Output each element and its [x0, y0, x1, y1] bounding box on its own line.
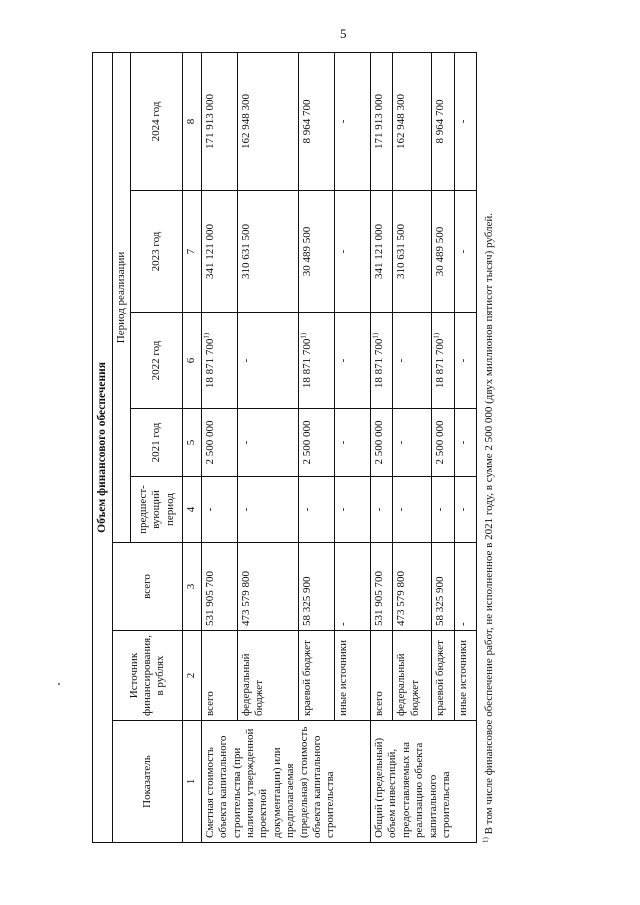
y2023-cell: -	[454, 191, 476, 313]
y2024-cell: 162 948 300	[393, 52, 432, 190]
footnote	[482, 53, 496, 843]
footnote-ref: 1)	[371, 332, 380, 339]
y2022-value: -	[395, 358, 408, 363]
column-number: 2	[183, 631, 201, 721]
financing-table	[92, 52, 477, 843]
total-cell: -	[335, 543, 371, 631]
column-number: 1	[183, 721, 201, 843]
y2024-cell: 171 913 000	[201, 52, 237, 190]
y2022-value: 18 871 700	[301, 338, 314, 389]
source-cell: краевой бюджет	[432, 631, 454, 721]
y2022-cell	[371, 313, 393, 409]
y2022-cell	[454, 313, 476, 409]
y2024-cell: 162 948 300	[237, 52, 299, 190]
column-number: 6	[183, 313, 201, 409]
y2022-value: 18 871 700	[203, 338, 216, 389]
y2021-cell: 2 500 000	[371, 409, 393, 477]
column-number: 3	[183, 543, 201, 631]
y2022-cell	[432, 313, 454, 409]
total-cell: -	[454, 543, 476, 631]
y2021-cell: -	[335, 409, 371, 477]
previous-cell: -	[201, 477, 237, 543]
source-cell: иные источники	[454, 631, 476, 721]
y2022-value: 18 871 700	[434, 338, 447, 389]
y2024-cell: -	[454, 52, 476, 190]
y2022-cell	[299, 313, 335, 409]
y2021-cell: -	[454, 409, 476, 477]
total-cell: 473 579 800	[393, 543, 432, 631]
source-cell: всего	[371, 631, 393, 721]
footnote-marker: 1)	[481, 837, 490, 843]
previous-cell: -	[454, 477, 476, 543]
rotated-table-area	[92, 53, 517, 843]
scan-dot	[58, 683, 60, 685]
y2023-cell: 341 121 000	[371, 191, 393, 313]
y2023-cell: 30 489 500	[432, 191, 454, 313]
y2023-cell: -	[335, 191, 371, 313]
header-2023: 2023 год	[131, 191, 183, 313]
y2023-cell: 341 121 000	[201, 191, 237, 313]
y2022-cell	[237, 313, 299, 409]
page-number: 5	[340, 26, 347, 41]
y2024-cell: 8 964 700	[299, 52, 335, 190]
column-number: 7	[183, 191, 201, 313]
column-number: 8	[183, 52, 201, 190]
indicator-estimated-cost: Сметная стоимость объекта капитального строительства (при наличии утвержденной проектной документации) или предполагаемая (предельная) стоимость объекта капитального строительства	[201, 721, 370, 843]
column-number: 5	[183, 409, 201, 477]
footnote-ref: 1)	[432, 332, 441, 339]
total-cell: 58 325 900	[432, 543, 454, 631]
footnote-ref: 1)	[202, 332, 211, 339]
y2023-cell: 310 631 500	[237, 191, 299, 313]
y2021-cell: -	[237, 409, 299, 477]
indicator-investment-volume: Общий (предельный) объем инвестиций, предоставляемых на реализацию объекта капитального строительства	[371, 721, 477, 843]
y2022-cell	[201, 313, 237, 409]
column-number: 4	[183, 477, 201, 543]
header-period: Период реализации	[113, 52, 131, 542]
total-cell: 531 905 700	[201, 543, 237, 631]
y2022-cell	[335, 313, 371, 409]
y2022-value: -	[337, 358, 350, 363]
total-cell: 58 325 900	[299, 543, 335, 631]
previous-cell: -	[237, 477, 299, 543]
y2022-cell	[393, 313, 432, 409]
table-row	[371, 52, 393, 842]
footnote-ref: 1)	[299, 332, 308, 339]
y2024-cell: 8 964 700	[432, 52, 454, 190]
y2024-cell: -	[335, 52, 371, 190]
y2024-cell: 171 913 000	[371, 52, 393, 190]
source-cell: федеральный бюджет	[237, 631, 299, 721]
y2022-value: 18 871 700	[373, 338, 386, 389]
header-2021: 2021 год	[131, 409, 183, 477]
total-cell: 531 905 700	[371, 543, 393, 631]
total-cell: 473 579 800	[237, 543, 299, 631]
header-source: Источник финансирования, в рублях	[113, 631, 183, 721]
y2023-cell: 310 631 500	[393, 191, 432, 313]
source-cell: иные источники	[335, 631, 371, 721]
y2022-value: -	[239, 358, 252, 363]
previous-cell: -	[299, 477, 335, 543]
y2022-value: -	[456, 358, 469, 363]
y2023-cell: 30 489 500	[299, 191, 335, 313]
header-total: всего	[113, 543, 183, 631]
header-indicator: Показатель	[113, 721, 183, 843]
source-cell: федеральный бюджет	[393, 631, 432, 721]
previous-cell: -	[335, 477, 371, 543]
header-previous: предшест-вующий период	[131, 477, 183, 543]
table-title: Объем финансового обеспечения	[93, 52, 113, 842]
table-row	[201, 52, 237, 842]
source-cell: всего	[201, 631, 237, 721]
previous-cell: -	[393, 477, 432, 543]
footnote-text: В том числе финансовое обеспечение работ, не исполненное в 2021 году, в сумме 2 500 000 (двух миллионов пятисот тысяч) рублей.	[483, 212, 495, 838]
source-cell: краевой бюджет	[299, 631, 335, 721]
y2021-cell: -	[393, 409, 432, 477]
y2021-cell: 2 500 000	[299, 409, 335, 477]
header-2022: 2022 год	[131, 313, 183, 409]
y2021-cell: 2 500 000	[432, 409, 454, 477]
header-2024: 2024 год	[131, 52, 183, 190]
y2021-cell: 2 500 000	[201, 409, 237, 477]
previous-cell: -	[432, 477, 454, 543]
previous-cell: -	[371, 477, 393, 543]
